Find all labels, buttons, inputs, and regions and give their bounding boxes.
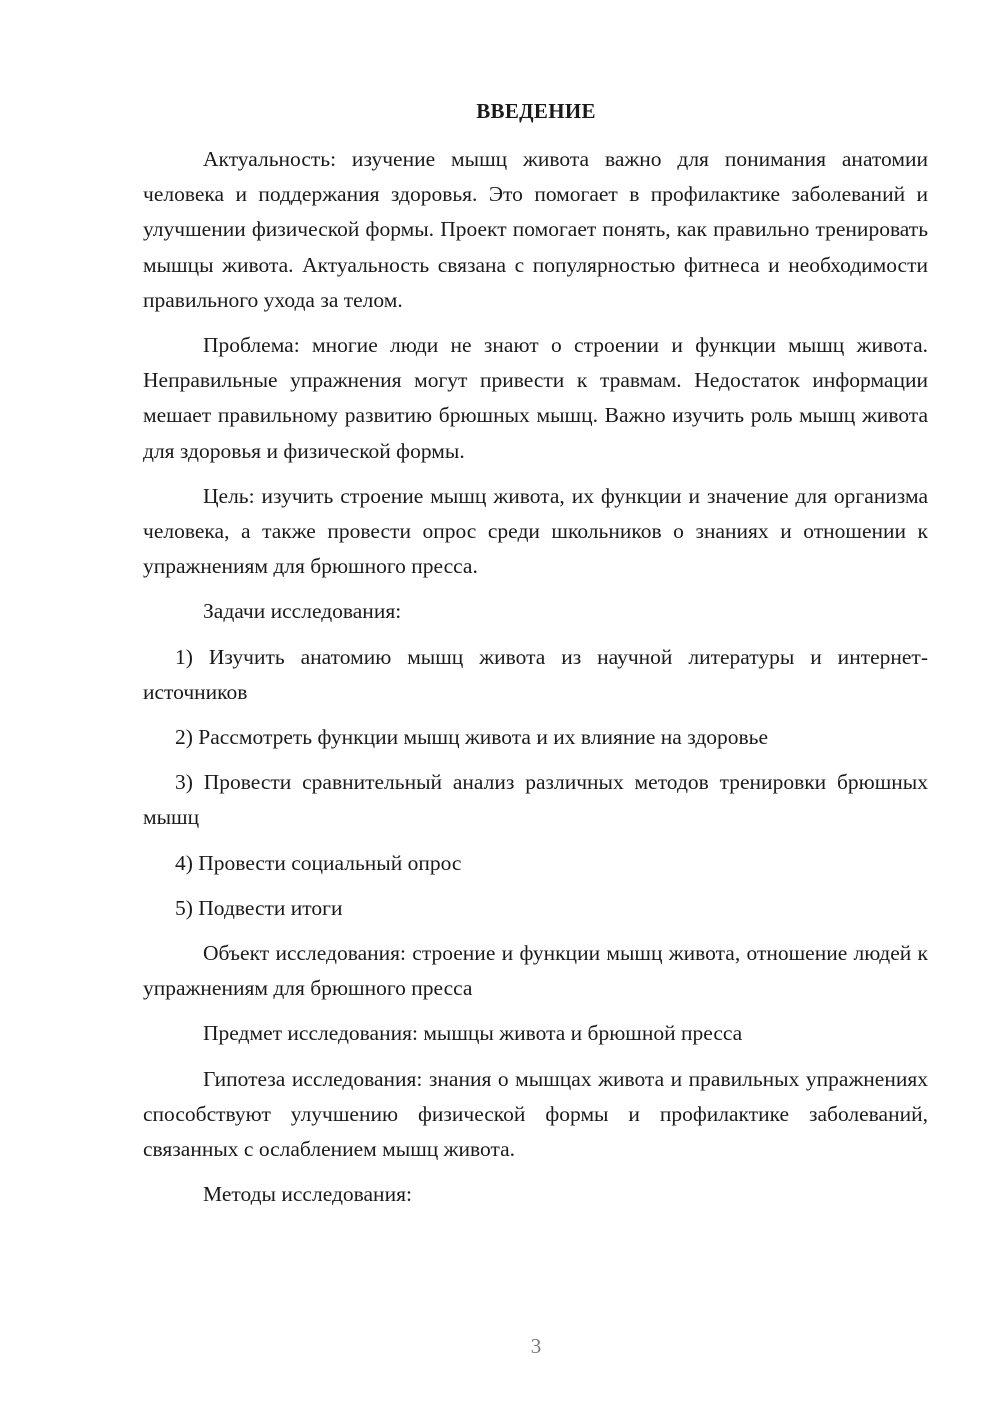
paragraph-goal: Цель: изучить строение мышц живота, их функции и значение для организма человека, а также провести опрос среди школьников о знаниях и отношении к упражнениям для брюшного пресса.: [143, 483, 928, 579]
methods-heading: Методы исследования:: [203, 1182, 412, 1207]
page-number: 3: [530, 1334, 542, 1358]
task-item-5: 5) Подвести итоги: [175, 895, 343, 920]
task-item-1: 1) Изучить анатомию мышц живота из научной литературы и интернет-источников: [143, 644, 928, 704]
tasks-heading: Задачи исследования:: [203, 599, 402, 624]
page-title: ВВЕДЕНИЕ: [476, 99, 596, 123]
paragraph-subject: Предмет исследования: мышцы живота и брюшной пресса: [203, 1021, 743, 1046]
document-body: [143, 142, 928, 1222]
paragraph-problem: Проблема: многие люди не знают о строении и функции мышц живота. Неправильные упражнения могут привести к травмам. Недостаток информации мешает правильному развитию брюшных мышц. Важно изучить роль мышц живота для здоровья и физической формы.: [143, 333, 928, 463]
paragraph-relevance: Актуальность: изучение мышц живота важно для понимания анатомии человека и поддержания здоровья. Это помогает в профилактике заболеваний и улучшении физической формы. Проект помогает понять, как правильно тренировать мышцы живота. Актуальность связана с популярностью фитнеса и необходимости правильного ухода за телом.: [143, 147, 928, 312]
paragraph-hypothesis: Гипотеза исследования: знания о мышцах живота и правильных упражнениях способствуют улучшению физической формы и профилактике заболеваний, связанных с ослаблением мышц живота.: [143, 1066, 928, 1162]
task-item-3: 3) Провести сравнительный анализ различных методов тренировки брюшных мышц: [143, 770, 928, 830]
task-item-4: 4) Провести социальный опрос: [175, 850, 462, 875]
task-item-2: 2) Рассмотреть функции мышц живота и их влияние на здоровье: [175, 725, 769, 750]
paragraph-object: Объект исследования: строение и функции мышц живота, отношение людей к упражнениям для брюшного пресса: [143, 941, 928, 1001]
